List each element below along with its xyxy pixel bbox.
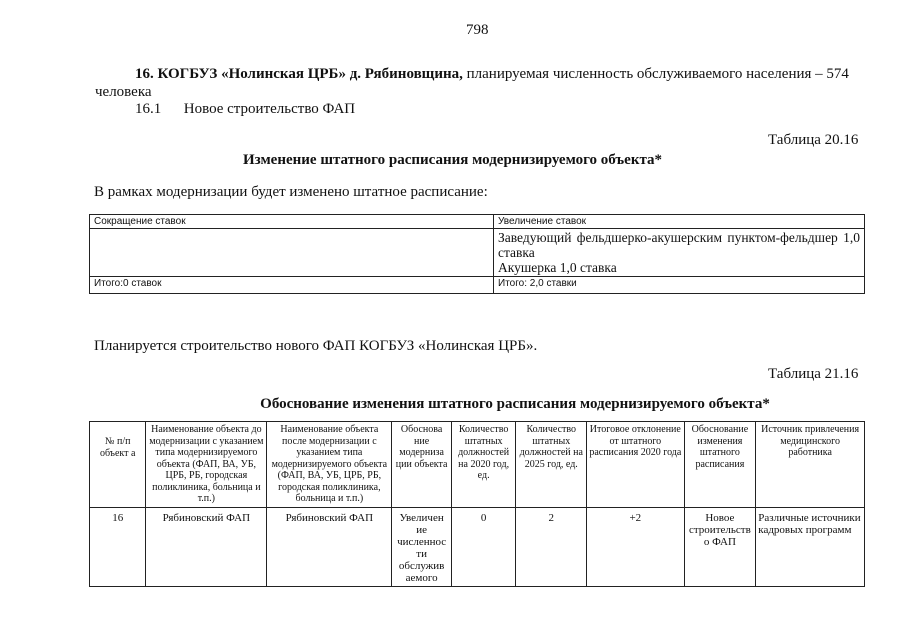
table2-header-cell: Обоснование изменения штатного расписания bbox=[684, 422, 756, 508]
table2-header-cell: Наименование объекта до модернизации с указанием типа модернизируемого объекта (ФАП, ВА, УБ, ЦРБ, РБ, городская поликлиника, больница и т.п.) bbox=[146, 422, 267, 508]
table2-cell-object-after: Рябиновский ФАП bbox=[267, 507, 392, 586]
table2-header-cell: Количество штатных должностей на 2020 год, ед. bbox=[451, 422, 516, 508]
table1-total-row bbox=[90, 277, 865, 294]
subsection-heading bbox=[135, 101, 355, 118]
table1-left-body bbox=[90, 229, 494, 277]
table2-cell-deviation: +2 bbox=[587, 507, 684, 586]
section-description: планируемая численность обслуживаемого населения – 574 bbox=[466, 66, 849, 82]
table2-header-cell: Обоснова ние модерниза ции объекта bbox=[392, 422, 451, 508]
table2-cell-justification: Увеличен ие численнос ти обслужив аемого bbox=[392, 507, 451, 586]
table2-header-row bbox=[90, 422, 865, 508]
table2-header-cell: Источник привлечения медицинского работника bbox=[756, 422, 865, 508]
table1-right-total: Итого: 2,0 ставки bbox=[494, 277, 865, 294]
table2-header-cell: Итоговое отклонение от штатного расписания 2020 года bbox=[587, 422, 684, 508]
table2-cell-staff-2025: 2 bbox=[516, 507, 587, 586]
table2-cell-change-reason: Новое строительств о ФАП bbox=[684, 507, 756, 586]
table1-intro: В рамках модернизации будет изменено штатное расписание: bbox=[94, 184, 488, 200]
table1-header-row bbox=[90, 215, 865, 229]
subsection-title: Новое строительство ФАП bbox=[183, 101, 356, 117]
table2-cell-staff-2020: 0 bbox=[451, 507, 516, 586]
table2-title: Обоснование изменения штатного расписания модернизируемого объекта* bbox=[260, 396, 770, 412]
section-title: 16. КОГБУЗ «Нолинская ЦРБ» д. Рябиновщина, bbox=[135, 66, 463, 82]
table1-right-line1: Заведующий фельдшерко-акушерским пунктом-фельдшер 1,0 ставка bbox=[498, 230, 860, 260]
table-row bbox=[90, 507, 865, 586]
staffing-justification-table bbox=[89, 421, 865, 587]
table1-body-row bbox=[90, 229, 865, 277]
staffing-change-table bbox=[89, 214, 865, 294]
table2-cell-number: 16 bbox=[90, 507, 146, 586]
table1-right-line2: Акушерка 1,0 ставка bbox=[498, 260, 617, 275]
table2-label: Таблица 21.16 bbox=[768, 366, 859, 382]
section-description-cont: человека bbox=[95, 84, 152, 100]
page-number: 798 bbox=[466, 22, 489, 38]
table2-header-cell: № п/п объект а bbox=[90, 422, 146, 508]
table2-cell-staff-source: Различные источники кадровых программ bbox=[756, 507, 865, 586]
table1-col-right-header: Увеличение ставок bbox=[494, 215, 865, 229]
table2-cell-object-before: Рябиновский ФАП bbox=[146, 507, 267, 586]
table2-header-cell: Наименование объекта после модернизации с указанием типа модернизируемого объекта (ФАП, ВА, УБ, ЦРБ, РБ, городская поликлиника, больница и т.п.) bbox=[267, 422, 392, 508]
planned-construction-text: Планируется строительство нового ФАП КОГБУЗ «Нолинская ЦРБ». bbox=[94, 338, 538, 354]
section-heading bbox=[135, 66, 849, 83]
table1-right-body bbox=[494, 229, 865, 277]
table1-title: Изменение штатного расписания модернизируемого объекта* bbox=[242, 152, 663, 168]
table2-header-cell: Количество штатных должностей на 2025 год, ед. bbox=[516, 422, 587, 508]
table1-label: Таблица 20.16 bbox=[768, 132, 859, 148]
subsection-number: 16.1 bbox=[135, 101, 162, 117]
table1-left-total: Итого:0 ставок bbox=[90, 277, 494, 294]
table1-col-left-header: Сокращение ставок bbox=[90, 215, 494, 229]
